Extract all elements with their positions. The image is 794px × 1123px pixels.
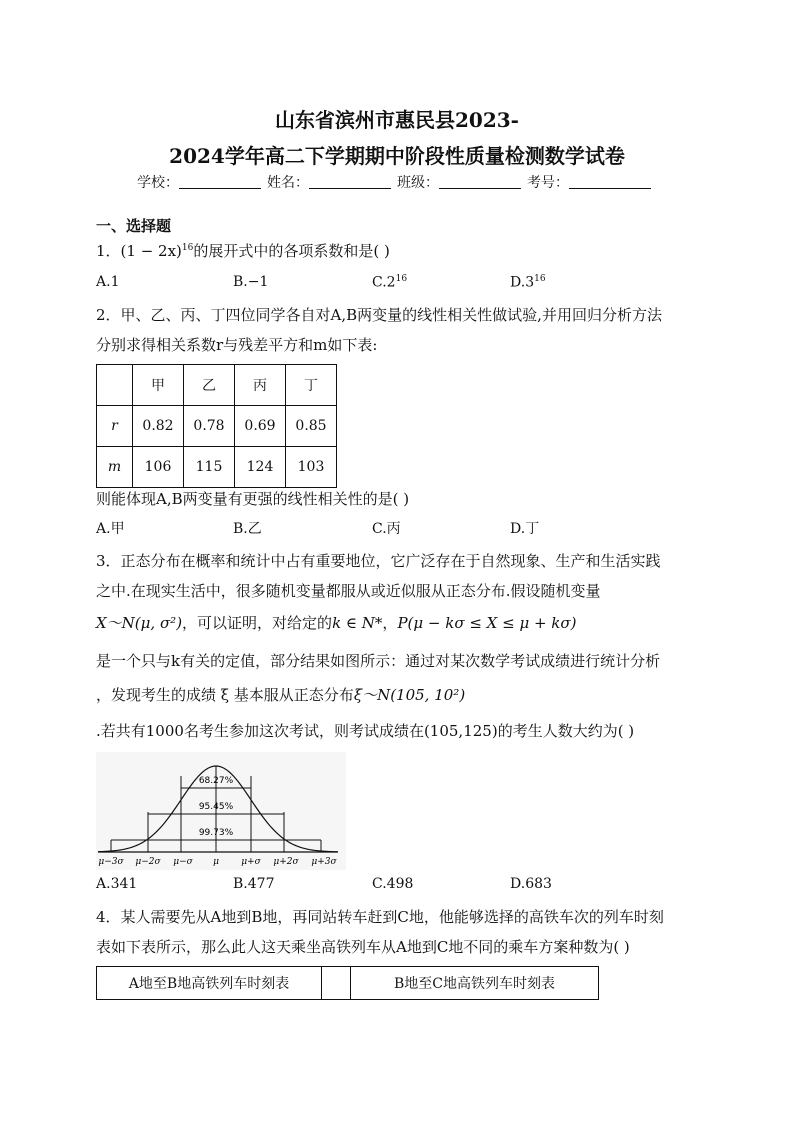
q2-question: 则能体现A,B两变量有更强的线性相关性的是( ) (96, 490, 410, 508)
section-heading: 一、选择题 (96, 217, 172, 235)
q3-option-a: A.341 (96, 876, 138, 892)
class-blank (439, 174, 521, 189)
q1-option-b: B.−1 (233, 274, 269, 290)
q3-number: 3． (96, 552, 121, 570)
class-label: 班级： (397, 175, 439, 191)
table-row (97, 967, 599, 1000)
q2-stem-line2: 分别求得相关系数r与残差平方和m如下表: (96, 336, 378, 354)
q1-exp: 16 (181, 243, 194, 253)
q2-stem-line1: 2．甲、乙、丙、丁四位同学各自对A,B两变量的线性相关性做试验,并用回归分析方法 (96, 306, 662, 324)
table-left-title: A地至B地高铁列车时刻表 (97, 967, 322, 1000)
band-2sigma-label: 95.45% (198, 802, 234, 812)
axis-label: μ (213, 857, 219, 867)
axis-label: μ+3σ (311, 857, 337, 867)
q1-stem-text: 的展开式中的各项系数和是( ) (193, 242, 390, 260)
axis-label: μ−2σ (135, 857, 161, 867)
exam-title-line2: 2024学年高二下学期期中阶段性质量检测数学试卷 (169, 144, 625, 168)
q2-number: 2． (96, 306, 121, 324)
school-label: 学校： (137, 175, 179, 191)
name-label: 姓名： (267, 175, 309, 191)
band-3sigma-label: 99.73% (198, 828, 234, 838)
q1-number: 1． (96, 242, 121, 260)
table-row: 甲 乙 丙 丁 (97, 365, 337, 406)
name-blank (309, 174, 391, 189)
band-1sigma-label: 68.27% (198, 776, 234, 786)
table-row: m 106 115 124 103 (97, 447, 337, 488)
axis-label: μ−3σ (98, 857, 124, 867)
q1-option-d: $D.3^{16}$ (510, 274, 546, 291)
q4-number: 4． (96, 908, 121, 926)
student-info-row (0, 172, 794, 192)
q3-line5: ，发现考生的成绩 ξ 基本服从正态分布ξ～N(105, 10²) (96, 686, 466, 704)
q3-option-b: B.477 (233, 876, 275, 892)
school-blank (179, 174, 261, 189)
q1-expr: (1 − 2x) (120, 242, 182, 260)
q4-timetable-header (96, 966, 599, 1000)
q1-option-c: $C.2^{16}$ (372, 274, 408, 291)
table-row: r 0.82 0.78 0.69 0.85 (97, 406, 337, 447)
q3-line4: 是一个只与k有关的定值，部分结果如图所示：通过对某次数学考试成绩进行统计分析 (96, 652, 661, 670)
q2-option-c: C.丙 (372, 521, 401, 537)
q3-line2: 之中.在现实生活中，很多随机变量都服从或近似服从正态分布.假设随机变量 (96, 582, 601, 600)
exam-no-label: 考号： (527, 175, 569, 191)
q3-option-d: D.683 (510, 876, 552, 892)
q3-line3: X～N(μ, σ²)，可以证明，对给定的k ∈ N*，P(μ − kσ ≤ X ≤ μ + kσ) (96, 614, 577, 632)
exam-title-line1: 山东省滨州市惠民县2023- (275, 108, 519, 132)
q1-option-a: A.1 (96, 274, 120, 290)
q3-line6: .若共有1000名考生参加这次考试，则考试成绩在(105,125)的考生人数大约为( ) (96, 722, 635, 740)
q2-data-table (96, 364, 337, 488)
q3-option-c: C.498 (372, 876, 414, 892)
q1-stem (96, 240, 390, 261)
axis-label: μ+σ (241, 857, 261, 867)
q4-line1: 4．某人需要先从A地到B地，再同站转车赶到C地，他能够选择的高铁车次的列车时刻 (96, 908, 664, 926)
axis-label: μ+2σ (273, 857, 299, 867)
q2-option-a: A.甲 (96, 521, 125, 537)
exam-no-blank (569, 174, 651, 189)
q2-option-b: B.乙 (233, 521, 262, 537)
normal-distribution-figure (96, 752, 346, 870)
q3-line1: 3．正态分布在概率和统计中占有重要地位，它广泛存在于自然现象、生产和生活实践 (96, 552, 661, 570)
q4-line2: 表如下表所示，那么此人这天乘坐高铁列车从A地到C地不同的乘车方案种数为( ) (96, 938, 630, 956)
table-right-title: B地至C地高铁列车时刻表 (351, 967, 599, 1000)
q2-option-d: D.丁 (510, 521, 540, 537)
table-gap-cell (322, 967, 351, 1000)
axis-label: μ−σ (173, 857, 193, 867)
